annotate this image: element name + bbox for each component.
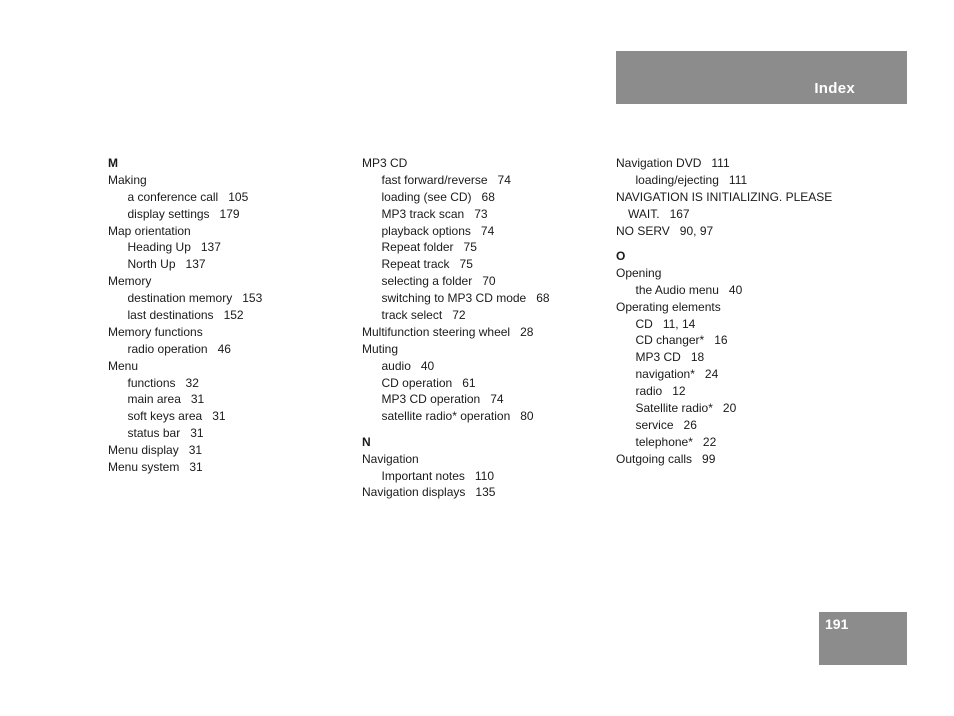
- index-page-ref: 99: [702, 451, 716, 466]
- index-term: Navigation DVD: [616, 156, 702, 170]
- index-term: service: [635, 417, 674, 432]
- index-entry: [616, 299, 856, 316]
- index-page-ref: 74: [497, 172, 511, 187]
- index-term: Navigation displays: [362, 485, 466, 500]
- index-section-tab: [616, 51, 907, 104]
- index-page-ref: 105: [228, 189, 249, 204]
- index-page-ref: 12: [672, 384, 686, 399]
- index-term: Making: [108, 172, 147, 187]
- index-page-ref: 153: [242, 291, 263, 306]
- index-entry: [616, 265, 856, 282]
- index-page-ref: 26: [683, 417, 697, 432]
- index-column-2: [362, 155, 602, 501]
- index-subentry: [108, 341, 348, 358]
- index-page-ref: 11, 14: [662, 316, 696, 331]
- index-term: radio: [635, 384, 663, 399]
- index-subentry: [616, 366, 856, 383]
- index-subentry: [108, 408, 348, 425]
- index-entry: [362, 484, 602, 501]
- index-term: functions: [127, 375, 176, 390]
- page-number-box: [819, 612, 907, 665]
- index-term: Menu system: [108, 460, 180, 475]
- index-page-ref: 179: [219, 206, 240, 221]
- index-term: selecting a folder: [381, 274, 473, 289]
- index-term: loading (see CD): [381, 189, 472, 204]
- index-subentry: [108, 425, 348, 442]
- index-entry: [108, 223, 348, 240]
- index-subentry: [616, 400, 856, 417]
- index-page-ref: 16: [714, 333, 728, 348]
- index-letter-heading: M: [108, 156, 118, 170]
- index-term: Menu display: [108, 443, 179, 458]
- index-term: a conference call: [127, 189, 219, 204]
- index-page-ref: 167: [669, 206, 690, 221]
- index-term: switching to MP3 CD mode: [381, 291, 527, 306]
- index-entry: [108, 273, 348, 290]
- index-page-ref: 70: [482, 274, 496, 289]
- index-term: Repeat track: [381, 257, 450, 272]
- index-subentry: [616, 383, 856, 400]
- index-term: track select: [381, 308, 443, 323]
- index-subentry: [108, 256, 348, 273]
- index-page-ref: 75: [459, 257, 473, 272]
- index-term: Operating elements: [616, 299, 721, 314]
- index-entry: [616, 206, 856, 223]
- index-entry: [108, 459, 348, 476]
- index-subentry: [108, 375, 348, 392]
- index-term: the Audio menu: [635, 282, 719, 297]
- index-subentry: [362, 290, 602, 307]
- index-entry: [362, 324, 602, 341]
- index-term: Repeat folder: [381, 240, 454, 255]
- index-entry: [108, 324, 348, 341]
- index-column-1: [108, 155, 348, 476]
- index-subentry: [616, 172, 856, 189]
- index-page-ref: 18: [690, 350, 705, 365]
- index-page-ref: 75: [463, 240, 477, 255]
- index-entry: [616, 223, 856, 240]
- index-term: audio: [381, 358, 411, 373]
- index-subentry: [362, 391, 602, 408]
- index-page-ref: 46: [217, 341, 231, 356]
- index-entry: [616, 189, 856, 206]
- section-gap: [362, 425, 602, 434]
- index-subentry: [108, 189, 348, 206]
- index-subentry: [616, 434, 856, 451]
- index-term: MP3 track scan: [381, 206, 465, 221]
- index-term: satellite radio* operation: [381, 409, 511, 424]
- index-subentry: [362, 189, 602, 206]
- index-subentry: [362, 273, 602, 290]
- section-gap: [616, 239, 856, 248]
- index-page-ref: 80: [520, 409, 534, 424]
- index-entry: [108, 172, 348, 189]
- index-page-ref: 40: [728, 282, 743, 297]
- index-term: soft keys area: [127, 409, 203, 424]
- index-term: Outgoing calls: [616, 451, 693, 466]
- index-subentry: [616, 282, 856, 299]
- index-page-ref: 22: [702, 434, 717, 449]
- index-term: Important notes: [381, 468, 465, 483]
- index-column-3: [616, 155, 856, 468]
- index-term: CD: [635, 316, 653, 331]
- index-subentry: [108, 307, 348, 324]
- index-page-ref: 74: [490, 392, 504, 407]
- index-term: MP3 CD operation: [381, 392, 481, 407]
- index-term: MP3 CD: [362, 156, 408, 170]
- index-page-ref: 68: [481, 189, 495, 204]
- index-entry: [362, 341, 602, 358]
- index-term: display settings: [127, 206, 210, 221]
- index-term: MP3 CD: [635, 350, 681, 365]
- index-term: Satellite radio*: [635, 400, 713, 415]
- index-term: Memory functions: [108, 324, 203, 339]
- index-subentry: [362, 239, 602, 256]
- index-subentry: [362, 358, 602, 375]
- index-subentry: [362, 375, 602, 392]
- index-subentry: [616, 349, 856, 366]
- index-subentry: [616, 332, 856, 349]
- index-term: fast forward/reverse: [381, 172, 488, 187]
- index-term: Muting: [362, 341, 399, 356]
- index-page-ref: 20: [722, 400, 737, 415]
- index-entry: [362, 155, 602, 172]
- index-term: Memory: [108, 274, 152, 289]
- index-term: status bar: [127, 426, 181, 441]
- index-page-ref: 135: [475, 485, 496, 500]
- index-term: North Up: [127, 257, 176, 272]
- index-page-ref: 32: [185, 375, 199, 390]
- index-term: telephone*: [635, 434, 693, 449]
- index-page-ref: 31: [190, 426, 204, 441]
- index-term: Multifunction steering wheel: [362, 324, 511, 339]
- index-page-ref: 111: [711, 156, 730, 170]
- index-term: CD operation: [381, 375, 453, 390]
- index-letter-heading: N: [362, 434, 371, 449]
- index-page-ref: 110: [474, 468, 495, 483]
- index-page-ref: 61: [462, 375, 476, 390]
- index-subentry: [362, 223, 602, 240]
- index-subentry: [362, 256, 602, 273]
- index-page-ref: 31: [188, 443, 203, 458]
- index-subentry: [108, 391, 348, 408]
- index-term: main area: [127, 392, 181, 407]
- index-term: NO SERV: [616, 223, 670, 238]
- index-term: CD changer*: [635, 333, 705, 348]
- index-subentry: [362, 172, 602, 189]
- index-subentry: [362, 408, 602, 425]
- index-subentry: [362, 206, 602, 223]
- index-term: destination memory: [127, 291, 233, 306]
- index-page-ref: 31: [212, 409, 226, 424]
- index-page-ref: 40: [420, 358, 435, 373]
- index-entry: [108, 442, 348, 459]
- index-page-ref: 31: [189, 460, 203, 475]
- index-entry: [362, 451, 602, 468]
- index-subentry: [108, 239, 348, 256]
- index-subentry: [108, 290, 348, 307]
- index-page-ref: 31: [190, 392, 205, 407]
- index-term: radio operation: [127, 341, 208, 356]
- index-page-ref: 74: [480, 223, 495, 238]
- index-page-ref: 111: [728, 172, 748, 187]
- index-term: Heading Up: [127, 240, 191, 255]
- index-term: WAIT.: [628, 206, 660, 221]
- index-subentry: [362, 468, 602, 485]
- index-term: NAVIGATION IS INITIALIZING. PLEASE: [616, 189, 833, 204]
- index-page-ref: 152: [223, 308, 244, 323]
- index-subentry: [616, 417, 856, 434]
- index-page-ref: 90, 97: [679, 223, 714, 238]
- section-title: Index: [814, 80, 855, 97]
- index-entry: [616, 451, 856, 468]
- index-page-ref: 72: [452, 308, 466, 323]
- index-term: Menu: [108, 358, 139, 373]
- index-page-ref: 73: [474, 206, 488, 221]
- index-term: playback options: [381, 223, 471, 238]
- index-page-ref: 137: [200, 240, 221, 255]
- index-term: loading/ejecting: [635, 172, 719, 187]
- page-number: 191: [825, 616, 849, 632]
- index-page-ref: 68: [536, 291, 550, 306]
- index-term: Opening: [616, 265, 662, 280]
- index-term: last destinations: [127, 308, 214, 323]
- index-page-ref: 24: [704, 367, 719, 382]
- index-page-ref: 28: [520, 324, 534, 339]
- index-page-ref: 137: [185, 257, 206, 272]
- index-subentry: [108, 206, 348, 223]
- index-letter-heading: O: [616, 248, 626, 263]
- index-entry: [108, 358, 348, 375]
- index-subentry: [616, 316, 856, 333]
- index-term: Navigation: [362, 451, 419, 466]
- index-subentry: [362, 307, 602, 324]
- index-entry: [616, 155, 856, 172]
- index-term: Map orientation: [108, 223, 191, 238]
- index-term: navigation*: [635, 367, 695, 382]
